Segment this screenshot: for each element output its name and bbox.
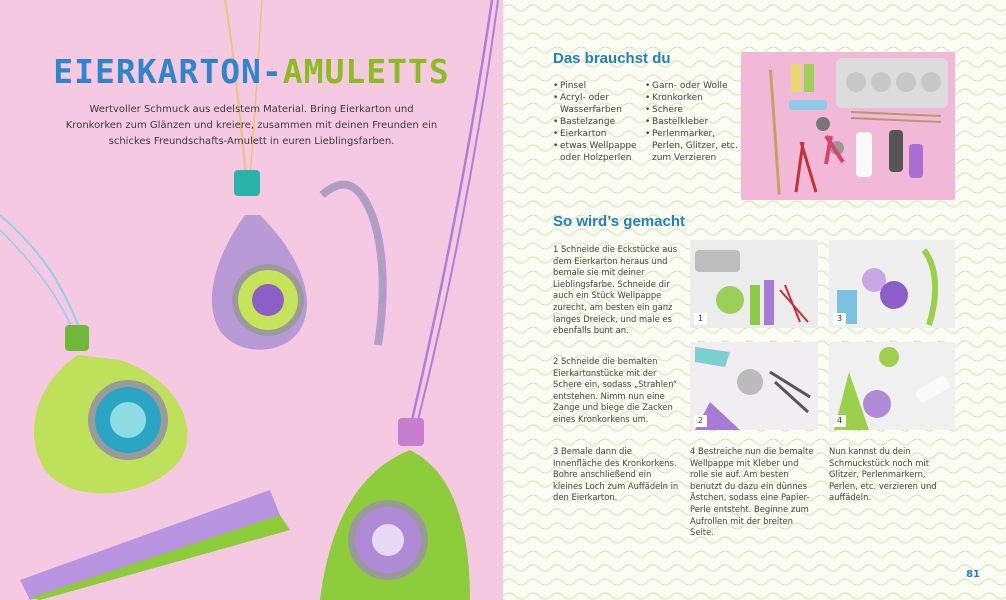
photo-number: 1 [694,313,707,325]
step-photo-4 [829,342,955,430]
materials-list-1 [553,80,643,164]
step-photo-3 [829,240,955,328]
photo-number: 4 [833,415,846,427]
list-item: • Kronkorken [645,92,740,104]
step-4-text: 4 Bestreiche nun die bemalte Wellpappe mit Kleber und rolle sie auf. Am besten benutzt du dazu ein dünnes Ästchen, sodass eine Papier-Perle entsteht. Beginne zum Aufrollen mit der breiten Seite. [690,446,814,538]
step-1-text: 1 Schneide die Eckstücke aus dem Eierkarton heraus und bemale sie mit deiner Lieblingsfarbe. Schneide dir auch ein Stück Wellpappe zurecht, am besten ein ganz langes Dreieck, und male es ebenfalls bunt an. [553,244,678,336]
photo-number: 3 [833,313,846,325]
list-item: • Perlenmarker, Perlen, Glitzer, etc. zum Verzieren [645,128,740,164]
list-item: • Schere [645,104,740,116]
final-text: Nun kannst du dein Schmuckstück noch mit Glitzer, Perlenmarkern, Perlen, etc. verzieren und auffädeln. [829,446,937,503]
intro-text: Wertvoller Schmuck aus edelstem Material. Bring Eierkarton und Kronkorken zum Glänzen und kreiere, zusammen mit deinen Freunden ein schickes Freundschafts-Amulett in euren Lieblingsfarben. [65,104,438,147]
list-item: • Bastelzange [553,116,643,128]
title-part-2: AMULETTS [282,52,450,91]
list-item: • etwas Wellpappe oder Holzperlen [553,140,643,164]
instructions-heading: So wird’s gemacht [553,213,685,230]
page-number: 81 [966,569,980,580]
list-item: • Bastelkleber [645,116,740,128]
photo-number: 2 [694,415,707,427]
page-title [0,52,503,91]
step-2-text: 2 Schneide die bemalten Eierkartonstücke mit der Schere ein, sodass „Strahlen“ entstehen. Nimm nun eine Zange und biege die Zacken eines Kronkorkens um. [553,356,678,424]
materials-heading: Das brauchst du [553,50,671,67]
materials-list-2 [645,80,740,164]
step-photo-1 [690,240,818,328]
step-photo-2 [690,342,818,430]
list-item: • Pinsel [553,80,643,92]
list-item: • Eierkarton [553,128,643,140]
right-page [503,0,1006,600]
materials-photo [741,52,955,200]
title-part-1: EIERKARTON- [53,52,283,91]
step-3-text: 3 Bemale dann die Innenfläche des Kronkorkens. Bohre anschließend ein kleines Loch zum Auffädeln in den Eierkarton. [553,446,679,503]
list-item: • Acryl- oder Wasserfarben [553,92,643,116]
list-item: • Garn- oder Wolle [645,80,740,92]
